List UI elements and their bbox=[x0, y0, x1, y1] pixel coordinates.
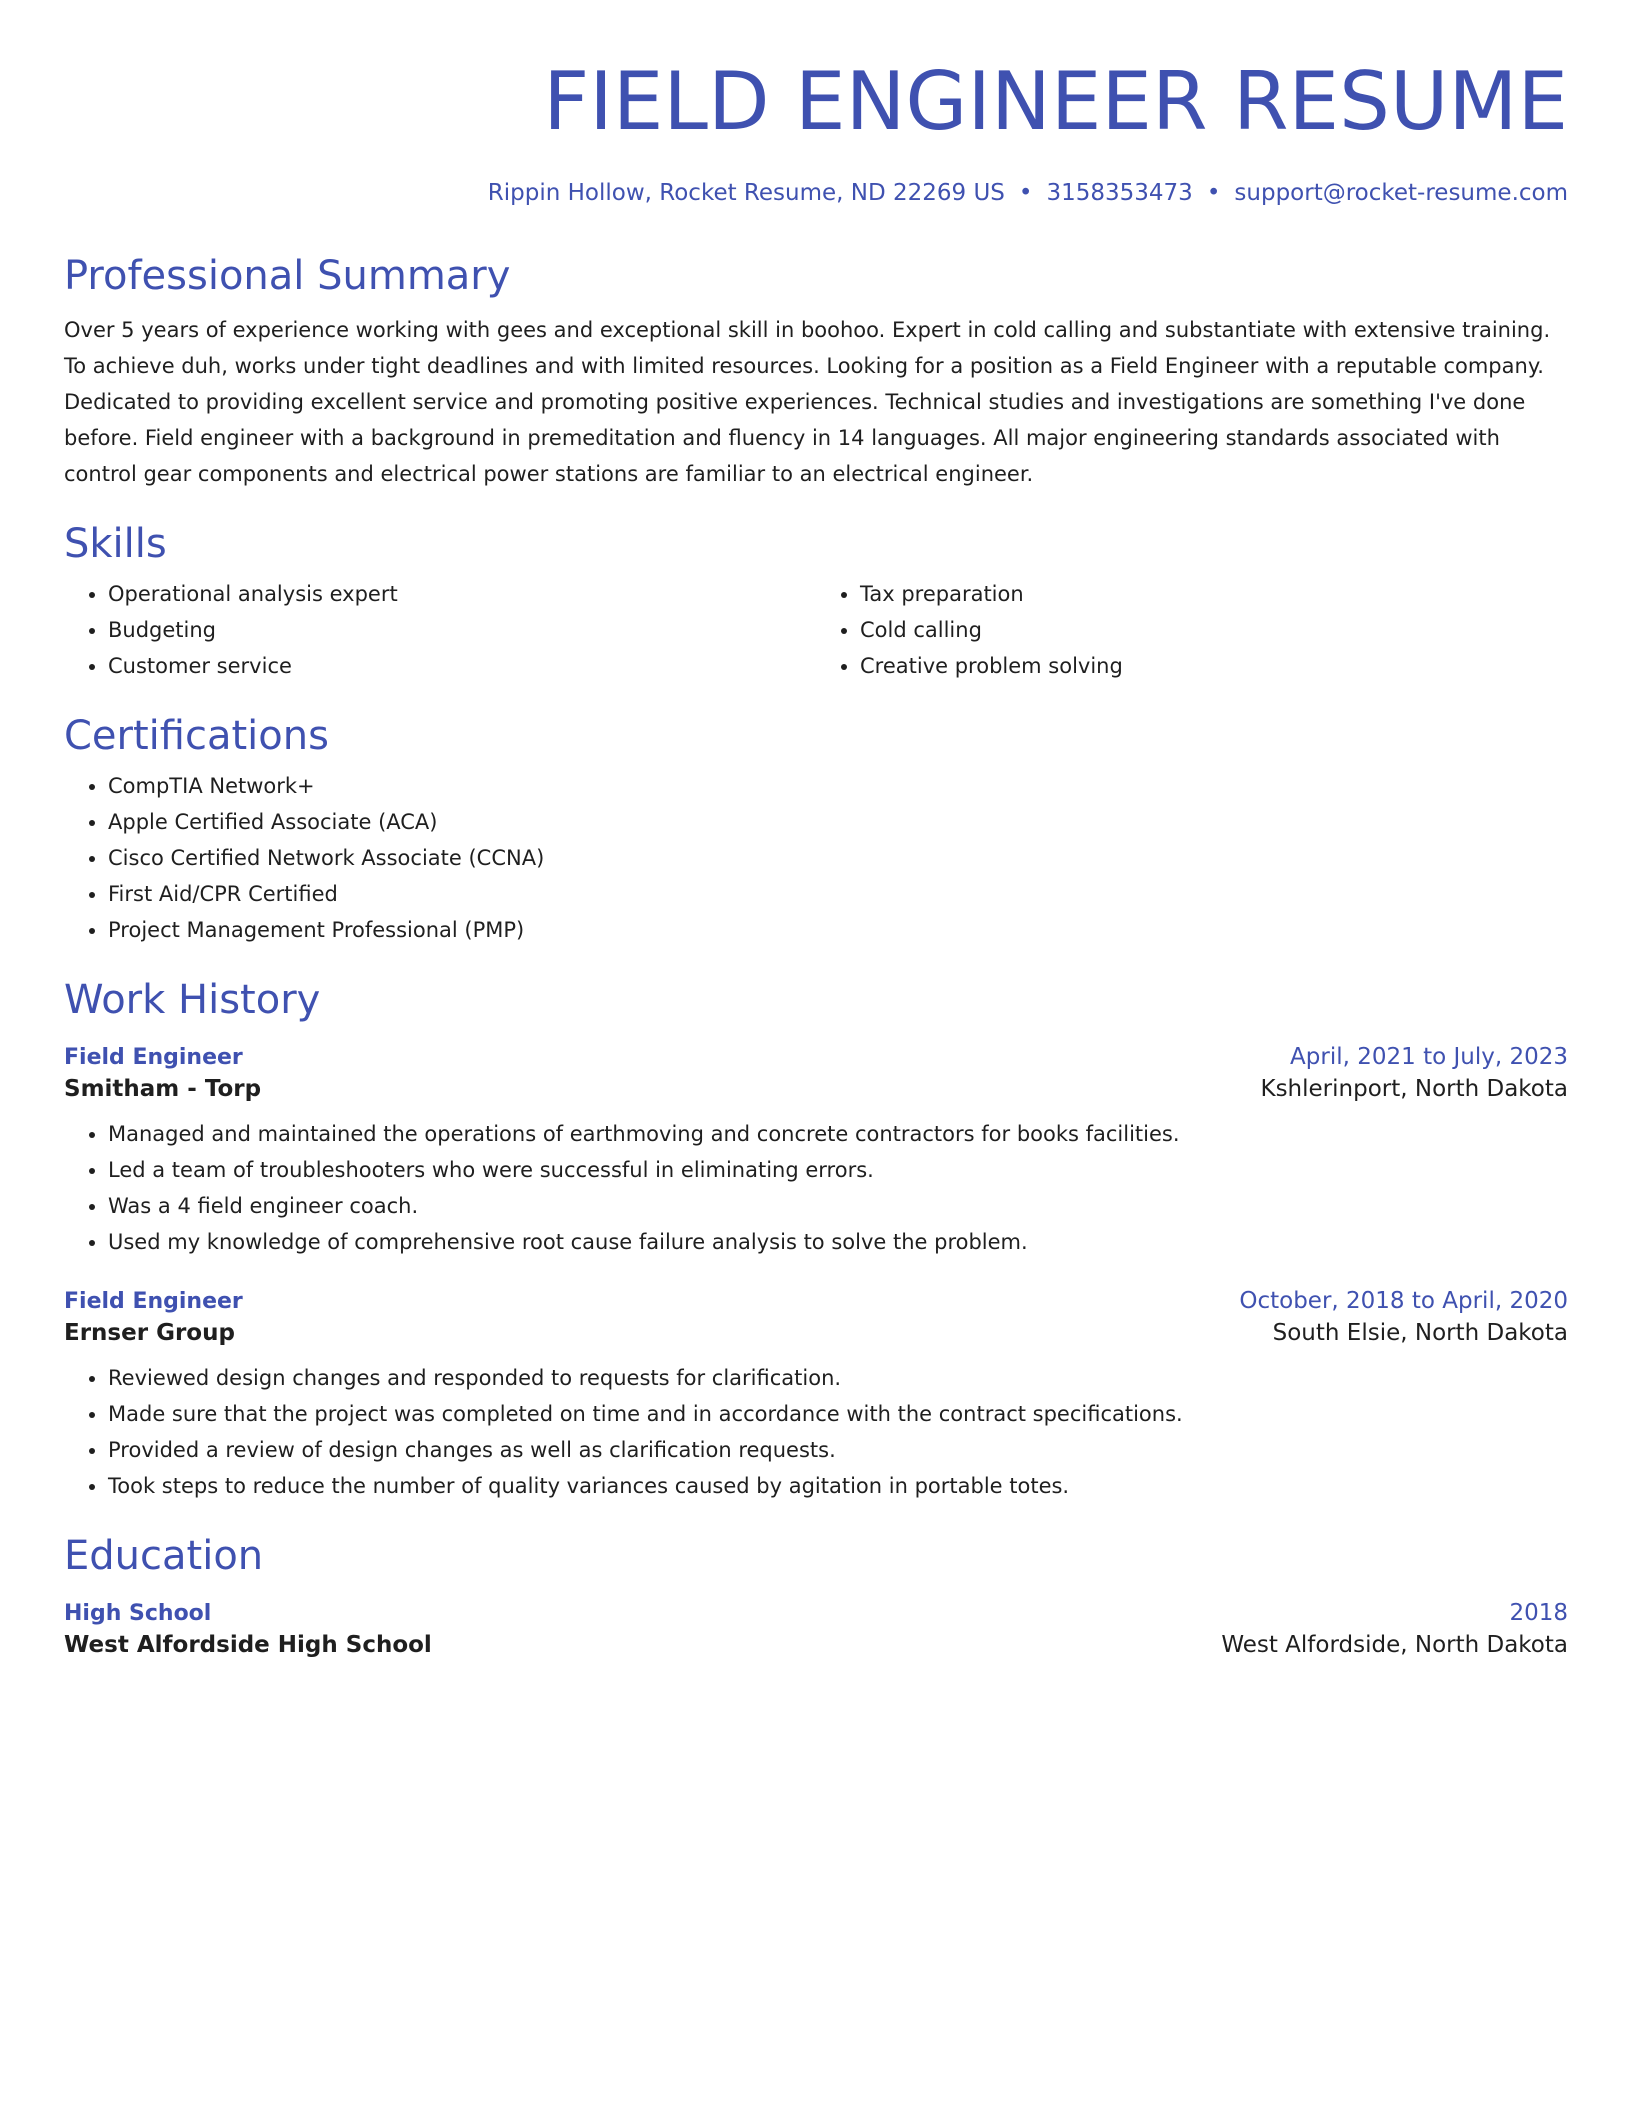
education-year: 2018 bbox=[1509, 1600, 1568, 1626]
contact-separator: • bbox=[1018, 180, 1033, 206]
job-location: Kshlerinport, North Dakota bbox=[1260, 1076, 1568, 1102]
job-company: Smitham - Torp bbox=[64, 1076, 262, 1102]
job-title: Field Engineer bbox=[64, 1289, 243, 1314]
work-history-heading: Work History bbox=[64, 977, 321, 1023]
job-entry bbox=[64, 1288, 1568, 1504]
job-subheader bbox=[64, 1320, 1568, 1346]
contact-separator: • bbox=[1206, 180, 1221, 206]
job-bullet: • Reviewed design changes and responded to requests for clarification. bbox=[108, 1360, 1568, 1396]
skill-item: • Operational analysis expert bbox=[108, 576, 816, 612]
certifications-heading: Certifications bbox=[64, 713, 329, 759]
contact-address: Rippin Hollow, Rocket Resume, ND 22269 US bbox=[487, 180, 1005, 206]
job-dates: October, 2018 to April, 2020 bbox=[1239, 1288, 1568, 1314]
job-dates: April, 2021 to July, 2023 bbox=[1290, 1044, 1568, 1070]
education-subheader bbox=[64, 1632, 1568, 1658]
skill-item: • Cold calling bbox=[860, 612, 1568, 648]
job-title: Field Engineer bbox=[64, 1045, 243, 1070]
education-school: West Alfordside High School bbox=[64, 1632, 432, 1658]
skill-item: • Tax preparation bbox=[860, 576, 1568, 612]
skills-list-left bbox=[64, 576, 816, 684]
certification-item: • First Aid/CPR Certified bbox=[108, 876, 1568, 912]
job-header bbox=[64, 1044, 1568, 1070]
skills-list-right bbox=[816, 576, 1568, 684]
contact-line bbox=[64, 180, 1568, 206]
contact-email: support@rocket-resume.com bbox=[1234, 180, 1568, 206]
skill-item: • Creative problem solving bbox=[860, 648, 1568, 684]
summary-heading: Professional Summary bbox=[64, 253, 511, 299]
certification-item: • Apple Certified Associate (ACA) bbox=[108, 804, 1568, 840]
job-bullet: • Provided a review of design changes as well as clarification requests. bbox=[108, 1432, 1568, 1468]
job-entry bbox=[64, 1044, 1568, 1260]
job-bullet: • Took steps to reduce the number of quality variances caused by agitation in portable totes. bbox=[108, 1468, 1568, 1504]
job-bullet: • Managed and maintained the operations of earthmoving and concrete contractors for books facilities. bbox=[108, 1116, 1568, 1152]
contact-phone: 3158353473 bbox=[1046, 180, 1193, 206]
job-bullet: • Made sure that the project was completed on time and in accordance with the contract specifications. bbox=[108, 1396, 1568, 1432]
job-header bbox=[64, 1288, 1568, 1314]
job-bullets bbox=[64, 1116, 1568, 1260]
job-bullet: • Led a team of troubleshooters who were successful in eliminating errors. bbox=[108, 1152, 1568, 1188]
summary-text: Over 5 years of experience working with gees and exceptional skill in boohoo. Expert in cold calling and substantiate with extensive training. To achieve duh, works under tight deadlines and with limited resources. Looking for a position as a Field Engineer with a reputable company. Dedicated to providing excellent service and promoting positive experiences. Technical studies and investigations are something I've done before. Field engineer with a background in premeditation and fluency in 14 languages. All major engineering standards associated with control gear components and electrical power stations are familiar to an electrical engineer. bbox=[64, 318, 1551, 486]
education-location: West Alfordside, North Dakota bbox=[1221, 1632, 1568, 1658]
education-heading: Education bbox=[64, 1533, 264, 1579]
job-company: Ernser Group bbox=[64, 1320, 235, 1346]
education-header bbox=[64, 1600, 1568, 1626]
skills-heading: Skills bbox=[64, 521, 167, 567]
certifications-list bbox=[64, 768, 1568, 948]
certification-item: • CompTIA Network+ bbox=[108, 768, 1568, 804]
certification-item: • Cisco Certified Network Associate (CCNA) bbox=[108, 840, 1568, 876]
education-degree: High School bbox=[64, 1601, 212, 1626]
certification-item: • Project Management Professional (PMP) bbox=[108, 912, 1568, 948]
job-bullet: • Used my knowledge of comprehensive root cause failure analysis to solve the problem. bbox=[108, 1224, 1568, 1260]
skill-item: • Customer service bbox=[108, 648, 816, 684]
job-bullet: • Was a 4 field engineer coach. bbox=[108, 1188, 1568, 1224]
job-subheader bbox=[64, 1076, 1568, 1102]
job-bullets bbox=[64, 1360, 1568, 1504]
job-location: South Elsie, North Dakota bbox=[1272, 1320, 1568, 1346]
education-entry bbox=[64, 1600, 1568, 1658]
resume-title: FIELD ENGINEER RESUME bbox=[543, 55, 1568, 148]
skills-grid bbox=[64, 566, 1568, 684]
skill-item: • Budgeting bbox=[108, 612, 816, 648]
